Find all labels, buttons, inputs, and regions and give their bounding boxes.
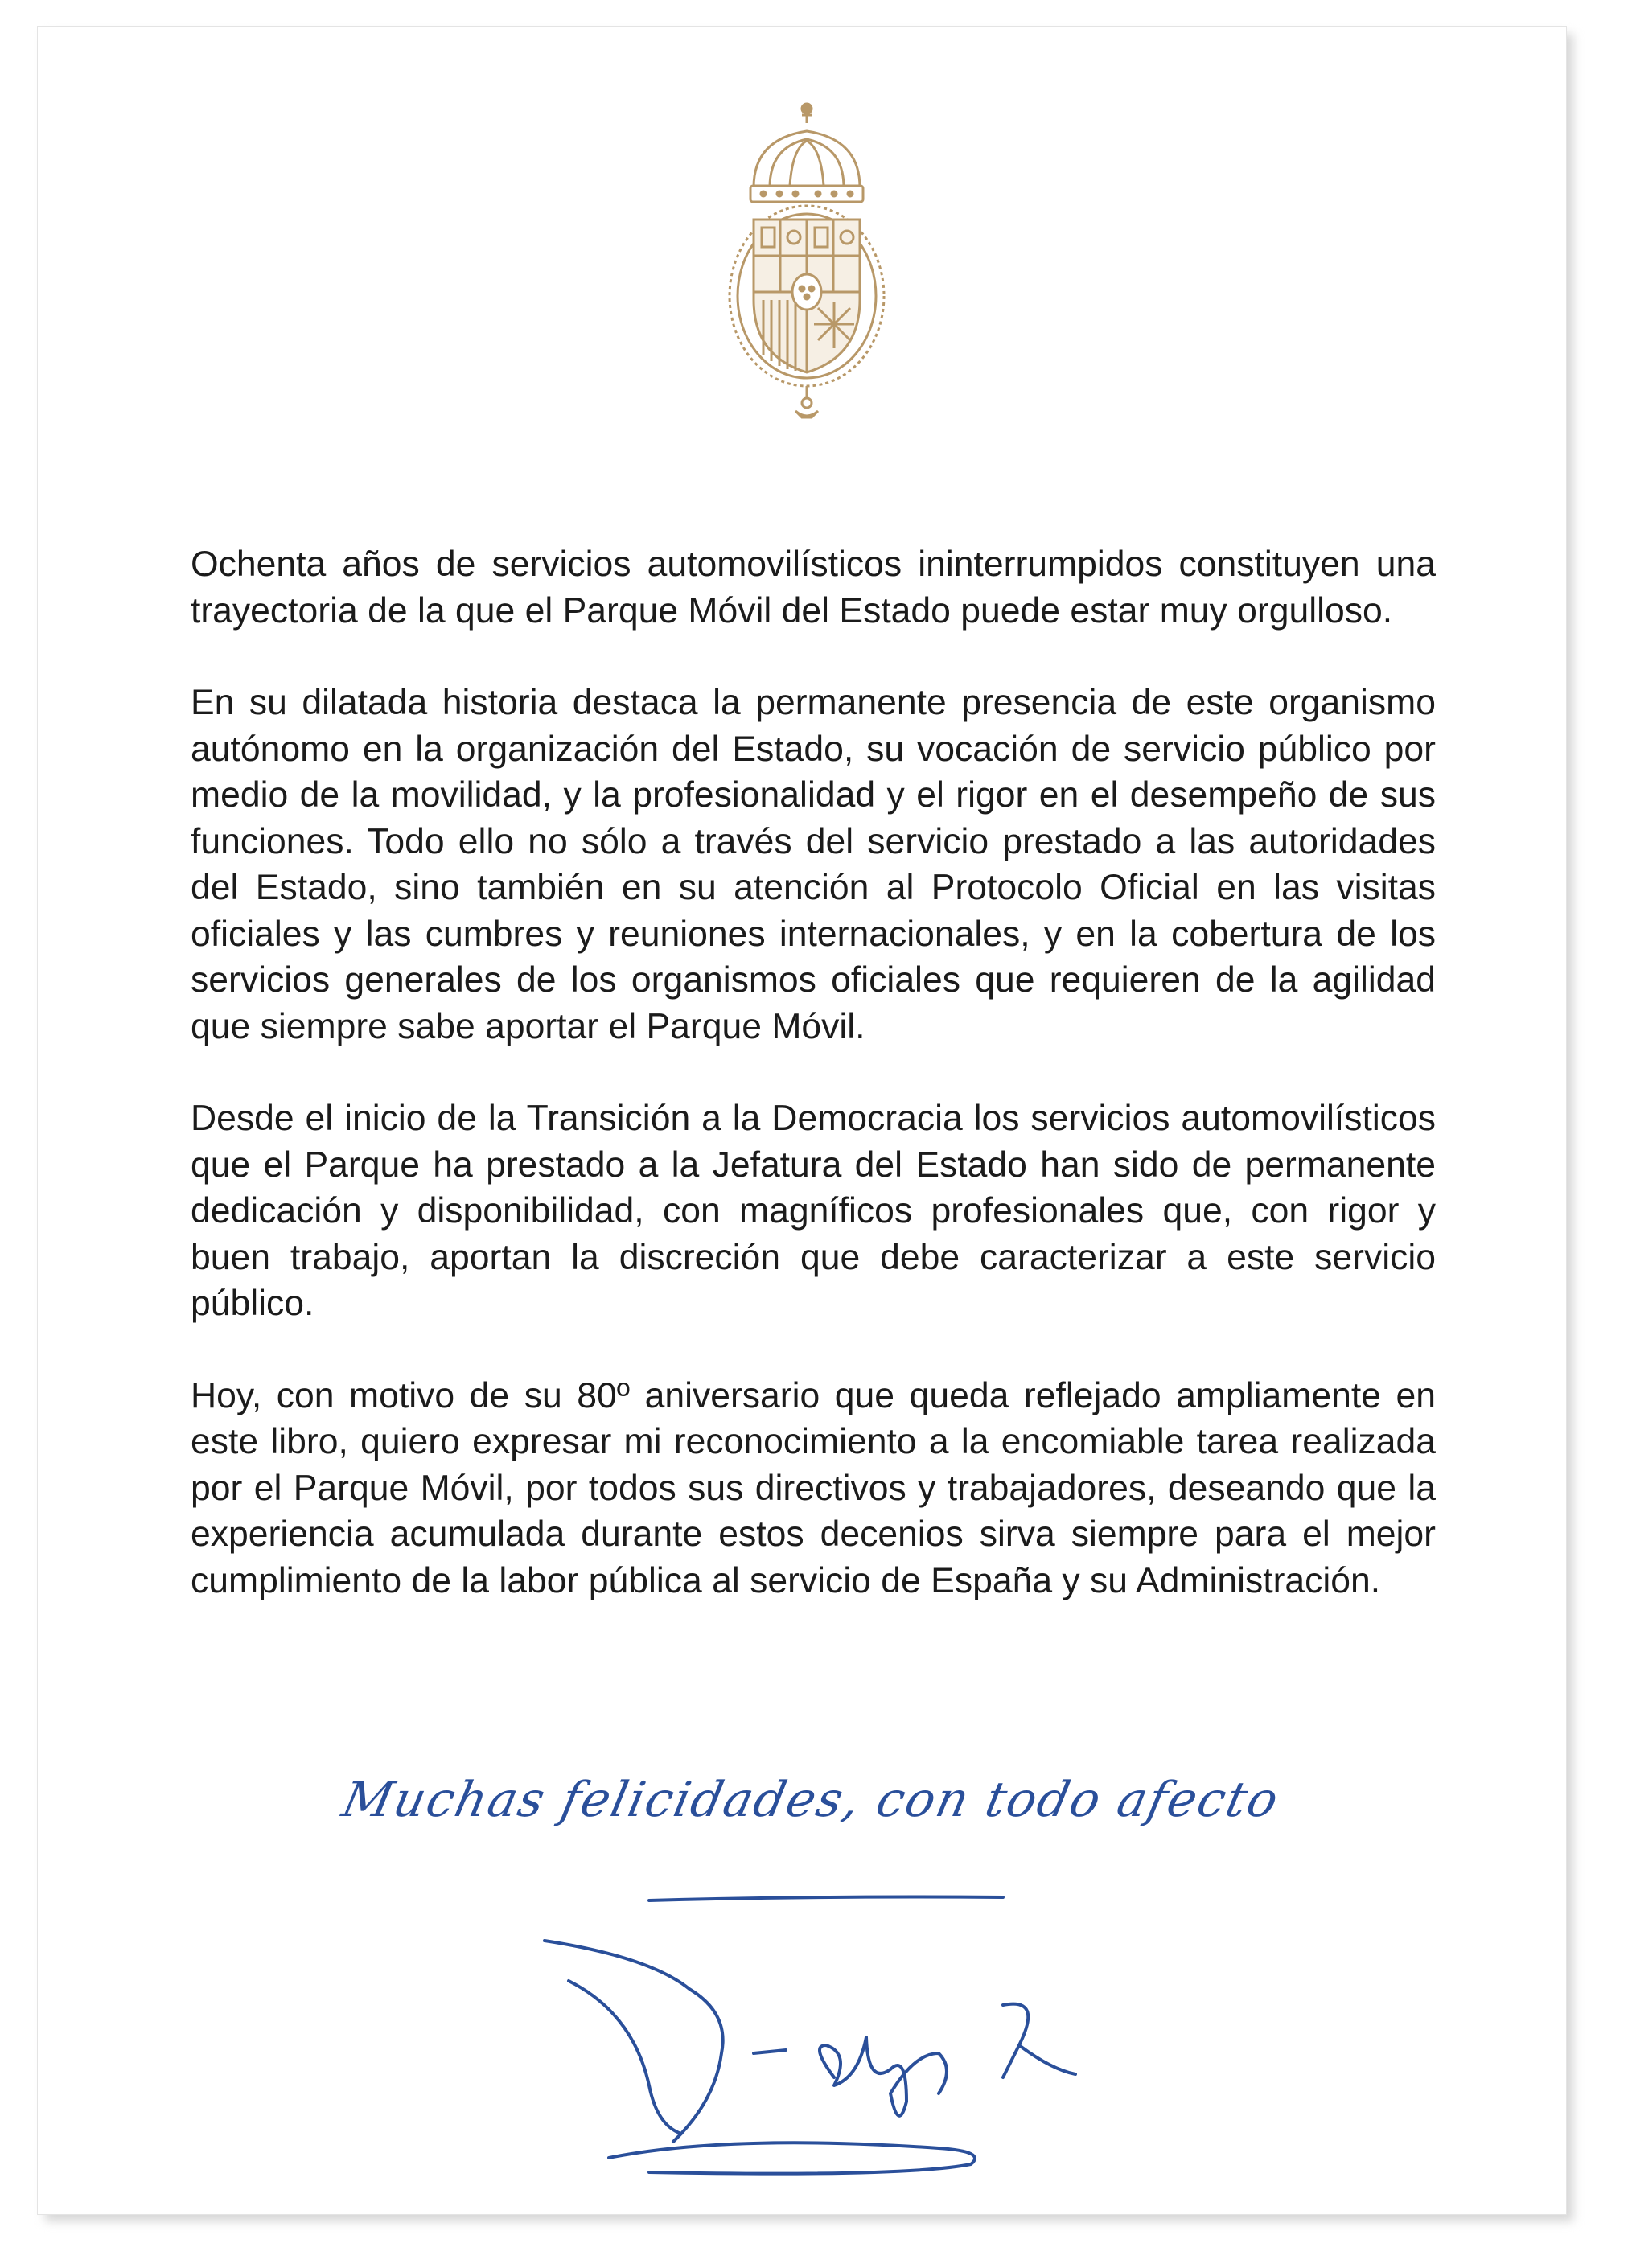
signature-graphic — [488, 1892, 1132, 2182]
paragraph-3: Desde el inicio de la Transición a la Democracia los servicios automovilísticos que el Parque ha prestado a la Jefatura del Estado han sido de permanente dedicación y disponibilidad, con magníficos profesionales que, con rigor y buen trabajo, aportan la discreción que debe caracterizar a este servicio público. — [191, 1099, 1436, 1323]
paragraph-1: Ochenta años de servicios automovilísticos ininterrumpidos constituyen una trayectoria de la que el Parque Móvil del Estado puede estar muy orgulloso. — [191, 544, 1436, 631]
paragraph-4: Hoy, con motivo de su 80º aniversario que queda reflejado ampliamente en este libro, quiero expresar mi reconocimiento a la encomiable tarea realizada por el Parque Móvil, por todos sus directivos y trabajadores, deseando que la experiencia acumulada durante estos decenios sirva siempre para el mejor cumplimiento de la labor pública al servicio de España y su Administración. — [191, 1375, 1436, 1600]
handwritten-closing: Muchas felicidades, con todo afecto — [337, 1772, 1285, 1828]
paragraph-2: En su dilatada historia destaca la permanente presencia de este organismo autónomo en la organización del Estado, su vocación de servicio público por medio de la movilidad, y la profesionalidad y el rigor en el desempeño de sus funciones. Todo ello no sólo a través del servicio prestado a las autoridades del Estado, sino también en su atención al Protocolo Oficial en las visitas oficiales y las cumbres y reuniones internacionales, y en la cobertura de los servicios generales de los organismos oficiales que requieren de la agilidad que siempre sabe aportar el Parque Móvil. — [191, 683, 1436, 1046]
letter-body — [191, 541, 1436, 1650]
letter-page — [37, 26, 1567, 2215]
royal-coat-of-arms-icon — [722, 99, 892, 421]
